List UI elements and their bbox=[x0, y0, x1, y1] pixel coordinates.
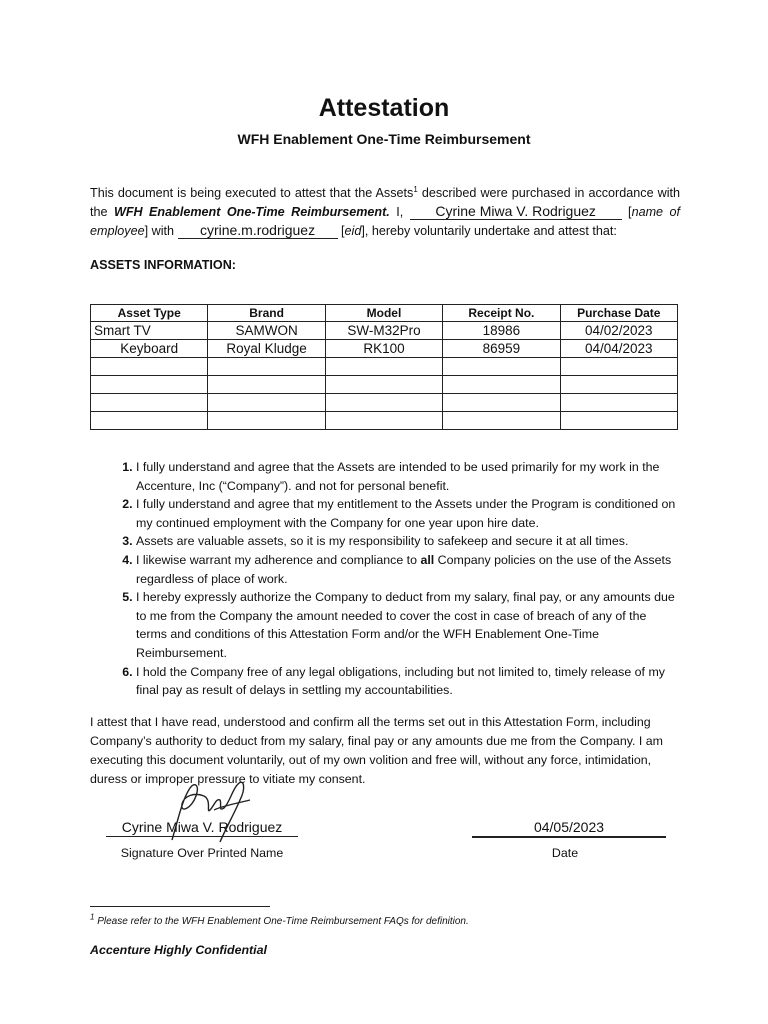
term-item: 4. I likewise warrant my adherence and compliance to all Company policies on the use of the Assets regardless of place of work. bbox=[136, 551, 680, 588]
table-row bbox=[91, 358, 678, 376]
col-asset-type: Asset Type bbox=[91, 305, 208, 322]
footnote: $^1$ Please refer to the WFH Enablement One-Time Reimbursement FAQs for definition. bbox=[90, 912, 469, 927]
cell-receipt-no[interactable] bbox=[443, 358, 560, 376]
cell-purchase-date[interactable] bbox=[560, 412, 677, 430]
cell-purchase-date[interactable]: 04/04/2023 bbox=[560, 340, 677, 358]
cell-brand[interactable] bbox=[208, 412, 325, 430]
term-item: 2. I fully understand and agree that my entitlement to the Assets under the Program is conditioned on my continued employment with the Company for one year upon hire date. bbox=[136, 495, 680, 532]
cell-model[interactable]: SW-M32Pro bbox=[325, 322, 442, 340]
cell-receipt-no[interactable]: 86959 bbox=[443, 340, 560, 358]
closing-paragraph: I attest that I have read, understood and confirm all the terms set out in this Attestation Form, including Company’s authority to deduct from my salary, final pay or any amounts due me from the Company. I am executing this document voluntarily, out of my own volition and free will, without any force, intimidation, duress or improper pressure to vitiate my consent. bbox=[90, 715, 663, 786]
employee-name-field[interactable]: Cyrine Miwa V. Rodriguez bbox=[410, 204, 622, 220]
table-row bbox=[91, 376, 678, 394]
name-hint: name of employee bbox=[90, 205, 680, 238]
cell-asset-type[interactable] bbox=[91, 376, 208, 394]
cell-receipt-no[interactable] bbox=[443, 394, 560, 412]
signature-caption: Signature Over Printed Name bbox=[120, 846, 284, 860]
term-item: 5. I hereby expressly authorize the Company to deduct from my salary, final pay, or any amounts due to me from the Company the amount needed to cover the cost in case of breach of any of the terms and conditions of this Attestation Form and/or the WFH Enablement One-Time Reimbursement. bbox=[136, 588, 680, 662]
cell-asset-type[interactable]: Smart TV bbox=[91, 322, 208, 340]
term-item: 3. Assets are valuable assets, so it is my responsibility to safekeep and secure it at all times. bbox=[136, 532, 680, 551]
document-subtitle: WFH Enablement One-Time Reimbursement bbox=[237, 131, 531, 147]
col-receipt-no: Receipt No. bbox=[443, 305, 560, 322]
cell-purchase-date[interactable] bbox=[560, 358, 677, 376]
cell-asset-type[interactable] bbox=[91, 412, 208, 430]
cell-purchase-date[interactable]: 04/02/2023 bbox=[560, 322, 677, 340]
assets-table bbox=[90, 304, 678, 430]
col-purchase-date: Purchase Date bbox=[560, 305, 677, 322]
cell-model[interactable]: RK100 bbox=[325, 340, 442, 358]
cell-asset-type[interactable]: Keyboard bbox=[91, 340, 208, 358]
cell-receipt-no[interactable] bbox=[443, 412, 560, 430]
cell-receipt-no[interactable] bbox=[443, 376, 560, 394]
confidentiality-label: Accenture Highly Confidential bbox=[90, 943, 267, 957]
cell-purchase-date[interactable] bbox=[560, 394, 677, 412]
program-name: WFH Enablement One-Time Reimbursement. bbox=[113, 205, 390, 219]
printed-name-line[interactable]: Cyrine Miwa V. Rodriguez bbox=[106, 818, 298, 837]
handwritten-signature bbox=[160, 770, 260, 850]
date-caption: Date bbox=[551, 846, 579, 860]
term-item: 6. I hold the Company free of any legal obligations, including but not limited to, timely release of my final pay as result of delays in settling my accountabilities. bbox=[136, 663, 680, 700]
cell-brand[interactable] bbox=[208, 358, 325, 376]
intro-paragraph: This document is being executed to attest that the Assets$^1$ described were purchased in accordance with the WFH Enablement One-Time Reimbursement. I, Cyrine Miwa V. Rodriguez [name of employee] with cyrine.m.rodriguez [eid], hereby voluntarily undertake and attest that: bbox=[90, 184, 680, 238]
col-model: Model bbox=[325, 305, 442, 322]
date-line[interactable]: 04/05/2023 bbox=[472, 818, 666, 838]
eid-hint: eid bbox=[344, 224, 362, 238]
footnote-divider bbox=[90, 906, 270, 907]
eid-field[interactable]: cyrine.m.rodriguez bbox=[178, 223, 338, 239]
cell-model[interactable] bbox=[325, 394, 442, 412]
table-row bbox=[91, 394, 678, 412]
cell-brand[interactable] bbox=[208, 394, 325, 412]
cell-receipt-no[interactable]: 18986 bbox=[443, 322, 560, 340]
cell-model[interactable] bbox=[325, 358, 442, 376]
cell-asset-type[interactable] bbox=[91, 394, 208, 412]
cell-purchase-date[interactable] bbox=[560, 376, 677, 394]
cell-brand[interactable] bbox=[208, 376, 325, 394]
footnote-ref: 1 bbox=[413, 184, 418, 194]
col-brand: Brand bbox=[208, 305, 325, 322]
cell-asset-type[interactable] bbox=[91, 358, 208, 376]
cell-model[interactable] bbox=[325, 376, 442, 394]
cell-brand[interactable]: SAMWON bbox=[208, 322, 325, 340]
terms-list bbox=[90, 458, 680, 700]
table-row bbox=[91, 322, 678, 340]
cell-model[interactable] bbox=[325, 412, 442, 430]
table-row bbox=[91, 412, 678, 430]
term-item: 1. I fully understand and agree that the Assets are intended to be used primarily for my work in the Accenture, Inc (“Company”). and not for personal benefit. bbox=[136, 458, 680, 495]
assets-section-label: ASSETS INFORMATION: bbox=[90, 258, 236, 272]
cell-brand[interactable]: Royal Kludge bbox=[208, 340, 325, 358]
table-row bbox=[91, 340, 678, 358]
document-title: Attestation bbox=[318, 94, 450, 122]
table-header-row bbox=[91, 305, 678, 322]
